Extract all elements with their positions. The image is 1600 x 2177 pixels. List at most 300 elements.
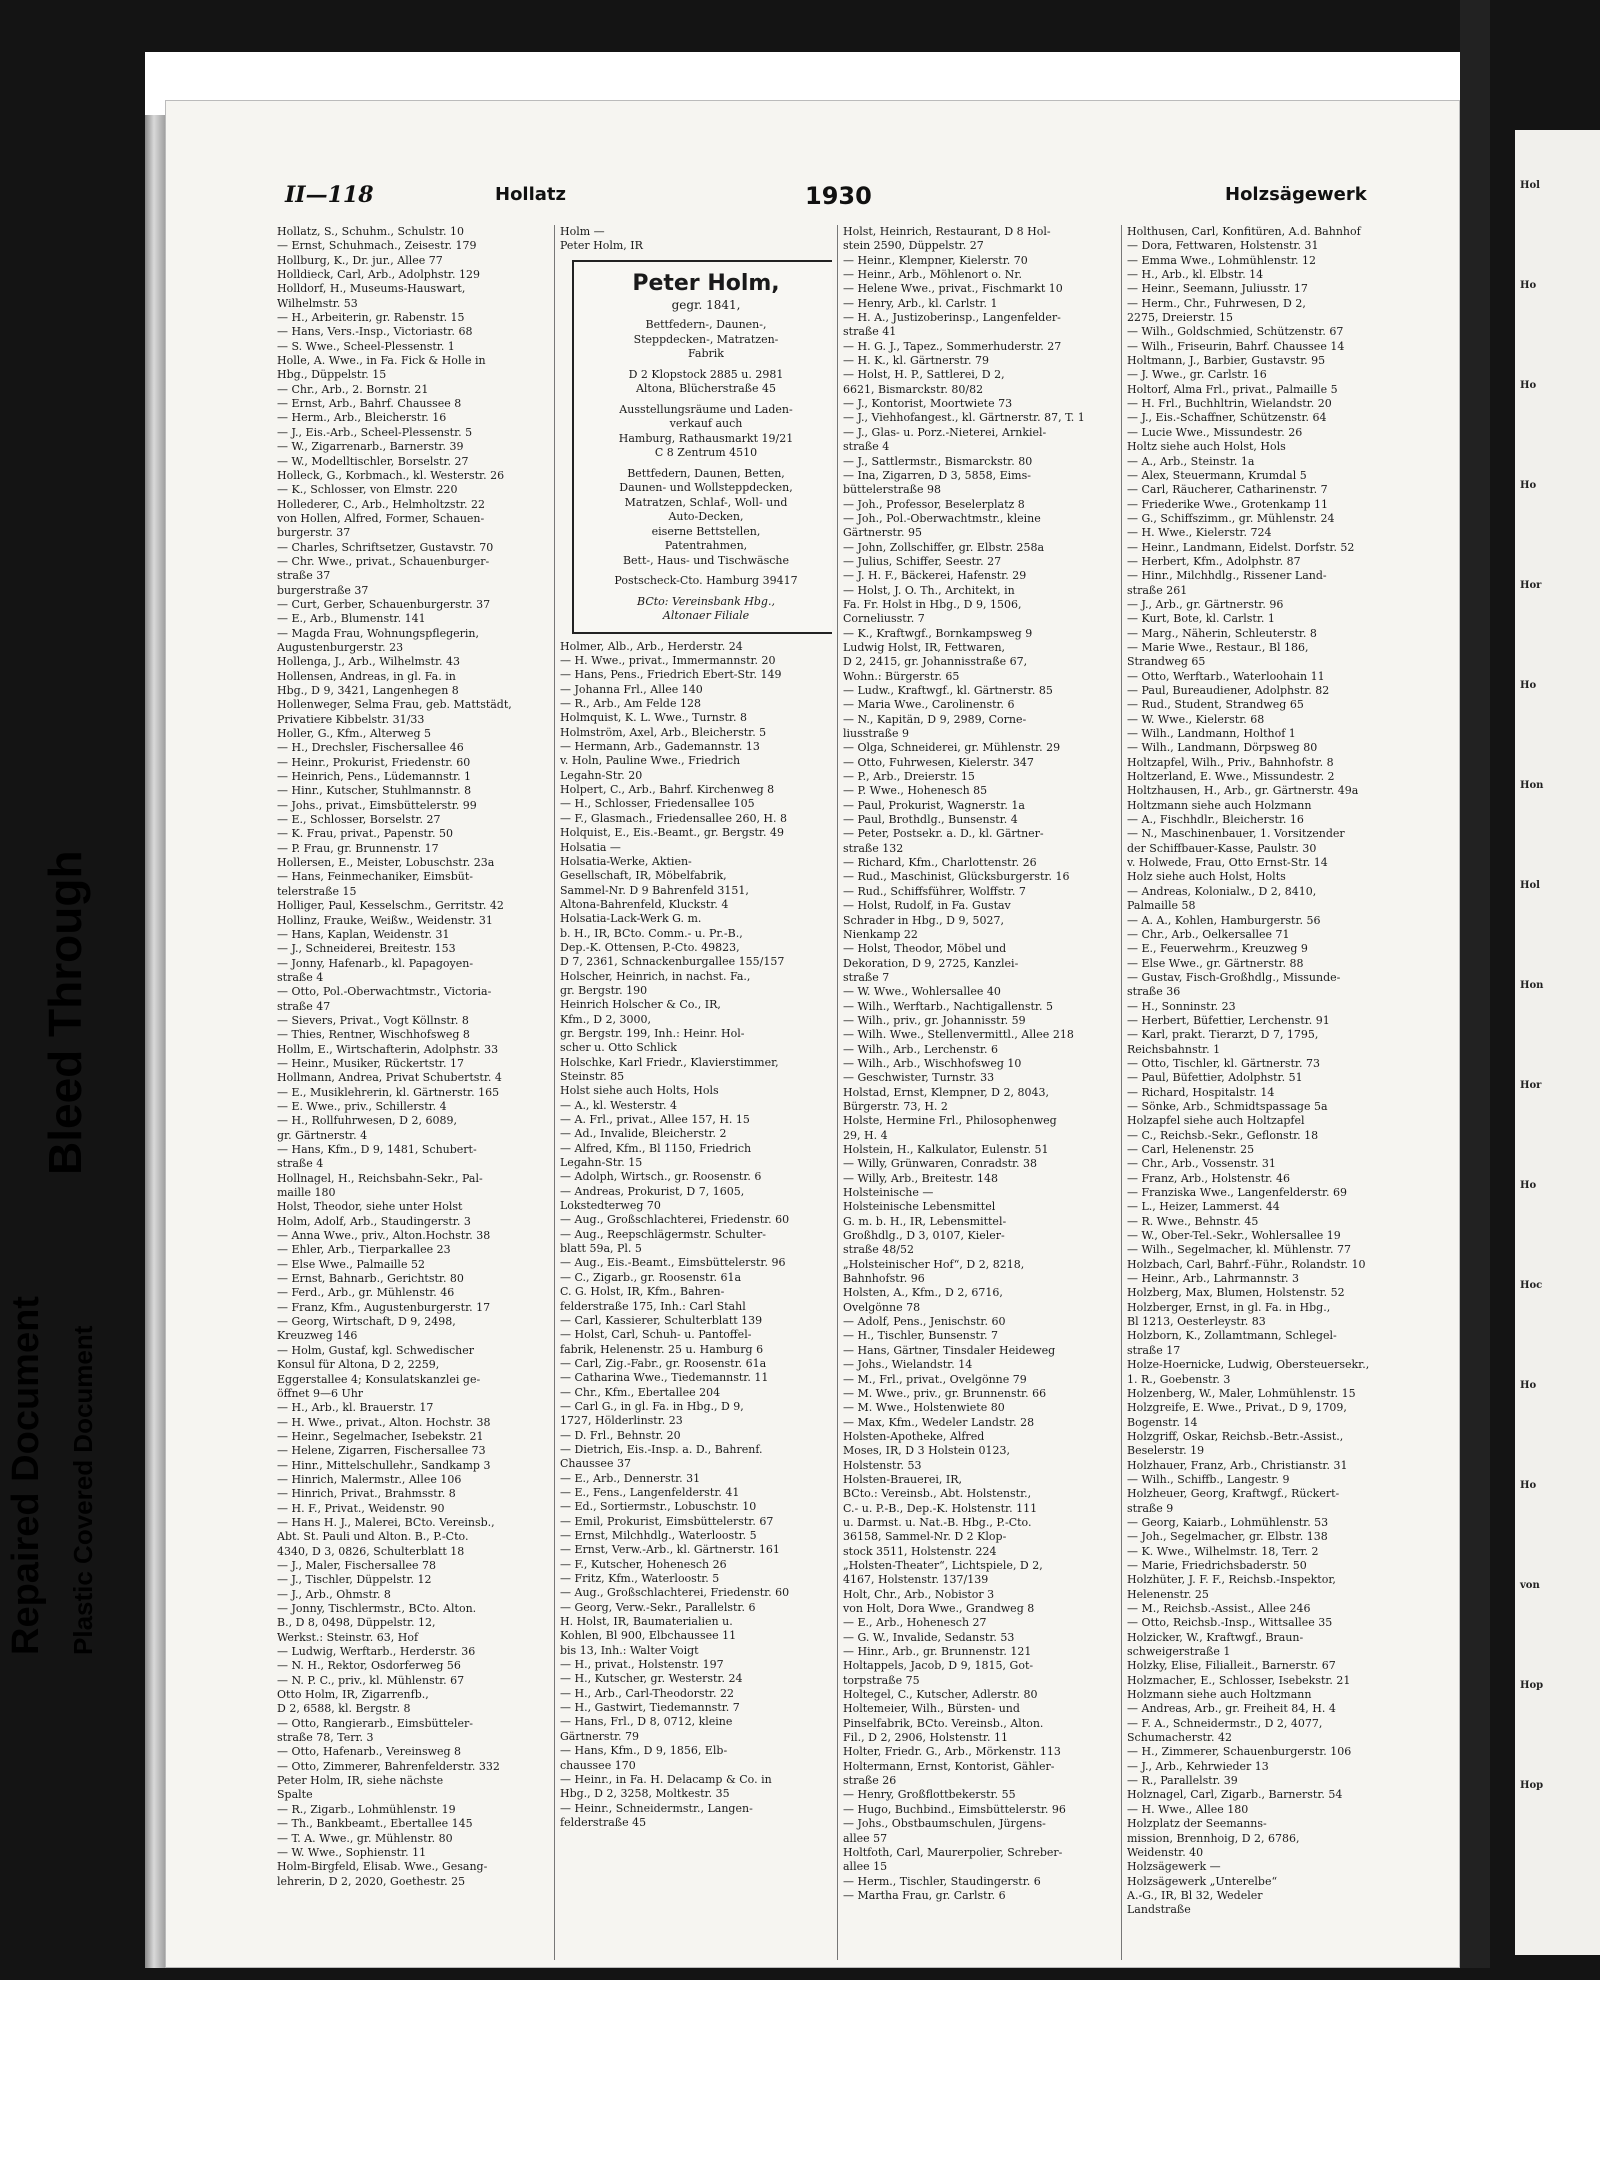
directory-entry: Holm, Adolf, Arb., Staudingerstr. 3	[277, 1214, 471, 1228]
directory-entry: Moses, IR, D 3 Holstein 0123,	[843, 1444, 1011, 1458]
directory-entry: — Franziska Wwe., Langenfelderstr. 69	[1127, 1186, 1348, 1200]
directory-entry: — Wilh., Schiffb., Langestr. 9	[1127, 1472, 1290, 1486]
directory-entry: Lokstedterweg 70	[560, 1199, 661, 1213]
ad-line: Altonaer Filiale	[662, 609, 750, 623]
ad-title: Peter Holm,	[632, 270, 780, 296]
directory-entry: gr. Gärtnerstr. 4	[277, 1128, 368, 1142]
directory-entry: Fa. Fr. Holst in Hbg., D 9, 1506,	[843, 597, 1022, 611]
directory-entry: — Andreas, Prokurist, D 7, 1605,	[560, 1184, 745, 1198]
next-page-fragment: Hon	[1520, 780, 1544, 791]
ad-line: Auto-Decken,	[668, 510, 744, 524]
directory-entry: — E., Fens., Langenfelderstr. 41	[560, 1485, 740, 1499]
directory-entry: Steinstr. 85	[560, 1070, 625, 1083]
directory-entry: — Friederike Wwe., Grotenkamp 11	[1127, 497, 1329, 511]
directory-entry: Holtmann, J., Barbier, Gustavstr. 95	[1127, 354, 1326, 368]
ad-line: Bettfedern, Daunen, Betten,	[627, 466, 785, 480]
directory-entry: — Ehler, Arb., Tierparkallee 23	[277, 1243, 451, 1257]
next-page-fragment: Hor	[1520, 1080, 1542, 1091]
ad-founded: gegr. 1841,	[671, 297, 741, 312]
directory-entry: — M., Reichsb.-Assist., Allee 246	[1127, 1602, 1311, 1615]
directory-entry: D 7, 2361, Schnackenburgallee 155/157	[560, 955, 785, 969]
directory-entry: Holzgreife, E. Wwe., Privat., D 9, 1709,	[1127, 1401, 1347, 1415]
directory-entry: — Dietrich, Eis.-Insp. a. D., Bahrenf.	[560, 1442, 763, 1456]
directory-entry: Schumacherstr. 42	[1127, 1731, 1232, 1745]
directory-entry: Holzenberg, W., Maler, Lohmühlenstr. 15	[1127, 1386, 1356, 1400]
directory-entry: Holznagel, Carl, Zigarb., Barnerstr. 54	[1127, 1788, 1343, 1802]
directory-entry: Legahn-Str. 15	[560, 1156, 643, 1170]
directory-entry: Chaussee 37	[560, 1457, 631, 1471]
directory-entry: — Carl, Räucherer, Catharinenstr. 7	[1127, 483, 1328, 497]
directory-entry: — J., Arb., Kehrwieder 13	[1127, 1759, 1269, 1773]
directory-entry: — Andreas, Arb., gr. Freiheit 84, H. 4	[1127, 1702, 1336, 1716]
directory-entry: burgerstr. 37	[277, 526, 351, 540]
directory-entry: Konsul für Altona, D 2, 2259,	[277, 1358, 440, 1372]
directory-entry: Gesellschaft, IR, Möbelfabrik,	[560, 869, 727, 883]
next-page-fragment: Hor	[1520, 580, 1542, 591]
directory-entry: Beselerstr. 19	[1127, 1444, 1205, 1458]
directory-entry: Holsatia-Lack-Werk G. m.	[560, 912, 702, 926]
directory-entry: — Joh., Segelmacher, gr. Elbstr. 138	[1127, 1530, 1328, 1544]
directory-entry: straße 9	[1127, 1501, 1174, 1515]
directory-entry: — Anna Wwe., priv., Alton.Hochstr. 38	[277, 1229, 491, 1243]
directory-entry: — Heinr., Arb., Lahrmannstr. 3	[1127, 1272, 1299, 1286]
directory-entry: — Hinrich, Privat., Brahmsstr. 8	[277, 1487, 456, 1501]
directory-entry: Peter Holm, IR, siehe nächste	[277, 1774, 444, 1788]
directory-entry: — Otto, Zimmerer, Bahrenfelderstr. 332	[277, 1759, 500, 1773]
directory-entry: — H., Gastwirt, Tiedemannstr. 7	[560, 1701, 740, 1715]
directory-entry: — Herm., Chr., Fuhrwesen, D 2,	[1127, 296, 1306, 310]
directory-entry: — E., Arb., Dennerstr. 31	[560, 1471, 701, 1485]
directory-page	[165, 100, 1460, 1968]
directory-entry: 4167, Holstenstr. 137/139	[843, 1573, 989, 1587]
directory-entry: Holtzerland, E. Wwe., Missundestr. 2	[1127, 770, 1335, 784]
directory-entry: — Kurt, Bote, kl. Carlstr. 1	[1127, 612, 1275, 626]
page-header	[285, 182, 1385, 218]
directory-entry: — E., Musiklehrerin, kl. Gärtnerstr. 165	[277, 1085, 500, 1099]
directory-entry: — Carl, Kassierer, Schulterblatt 139	[560, 1313, 763, 1327]
directory-entry: — J., Arb., Ohmstr. 8	[277, 1587, 391, 1601]
next-page-fragment: Hop	[1520, 1680, 1544, 1691]
directory-entry: von Holt, Dora Wwe., Grandweg 8	[843, 1602, 1035, 1615]
directory-entry: Holmquist, K. L. Wwe., Turnstr. 8	[560, 711, 747, 725]
directory-entry: — A., Arb., Steinstr. 1a	[1127, 454, 1255, 468]
directory-entry: telerstraße 15	[277, 884, 357, 898]
directory-entry: Dep.-K. Ottensen, P.-Cto. 49823,	[560, 940, 740, 954]
directory-entry: straße 78, Terr. 3	[277, 1731, 374, 1745]
directory-entry: — Geschwister, Turnstr. 33	[843, 1071, 995, 1085]
directory-entry: stein 2590, Düppelstr. 27	[843, 239, 984, 253]
directory-entry: Holzberg, Max, Blumen, Holstenstr. 52	[1127, 1286, 1345, 1300]
directory-entry: — Franz, Kfm., Augustenburgerstr. 17	[277, 1300, 491, 1314]
directory-entry: — Georg, Wirtschaft, D 9, 2498,	[277, 1315, 456, 1329]
directory-entry: — Heinr., Prokurist, Friedenstr. 60	[277, 755, 471, 769]
directory-entry: — Magda Frau, Wohnungspflegerin,	[277, 626, 479, 640]
directory-entry: — Otto, Reichsb.-Insp., Wittsallee 35	[1127, 1616, 1333, 1630]
directory-entry: Bl 1213, Oesterleystr. 83	[1127, 1315, 1266, 1329]
directory-entry: Hollenweger, Selma Frau, geb. Mattstädt,	[277, 698, 512, 712]
directory-entry: — M., Frl., privat., Ovelgönne 79	[843, 1372, 1027, 1386]
directory-entry: Bürgerstr. 73, H. 2	[843, 1099, 948, 1113]
directory-entry: — H. K., kl. Gärtnerstr. 79	[843, 354, 989, 368]
ad-line: D 2 Klopstock 2885 u. 2981	[628, 367, 784, 381]
ad-line: Hamburg, Rathausmarkt 19/21	[618, 431, 794, 445]
directory-entry: Großhdlg., D 3, 0107, Kieler-	[843, 1229, 1005, 1243]
directory-entry: — Fritz, Kfm., Waterloostr. 5	[560, 1572, 720, 1586]
directory-entry: Holle, A. Wwe., in Fa. Fick & Holle in	[277, 354, 486, 368]
directory-entry: — J., Arb., gr. Gärtnerstr. 96	[1127, 597, 1284, 611]
directory-entry: — C., Zigarb., gr. Roosenstr. 61a	[560, 1270, 742, 1284]
directory-entry: felderstraße 175, Inh.: Carl Stahl	[560, 1299, 746, 1313]
directory-entry: — Alex, Steuermann, Krumdal 5	[1127, 468, 1307, 482]
directory-entry: — Wilh., Goldschmied, Schützenstr. 67	[1127, 325, 1344, 339]
directory-entry: Holsten-Apotheke, Alfred	[843, 1429, 985, 1443]
directory-entry: — Johs., privat., Eimsbüttelerstr. 99	[277, 798, 477, 812]
directory-entry: — H., Tischler, Bunsenstr. 7	[843, 1329, 998, 1343]
directory-entry: — Holst, Rudolf, in Fa. Gustav	[843, 899, 1011, 913]
directory-entry: — E., Schlosser, Borselstr. 27	[277, 813, 441, 827]
directory-entry: — T. A. Wwe., gr. Mühlenstr. 80	[277, 1831, 453, 1845]
directory-entry: 1727, Hölderlinstr. 23	[560, 1414, 683, 1428]
directory-entry: 4340, D 3, 0826, Schulterblatt 18	[277, 1544, 465, 1558]
directory-entry: von Hollen, Alfred, Former, Schauen-	[277, 511, 485, 525]
directory-entry: Holliger, Paul, Kesselschm., Gerritstr. 42	[277, 899, 504, 913]
directory-entry: Holm —	[560, 225, 605, 238]
directory-entry: — J., Sattlermstr., Bismarckstr. 80	[843, 454, 1033, 468]
directory-entry: — Alfred, Kfm., Bl 1150, Friedrich	[560, 1141, 752, 1155]
directory-entry: — Gustav, Fisch-Großhdlg., Missunde-	[1127, 970, 1341, 984]
directory-entry: Legahn-Str. 20	[560, 768, 643, 782]
directory-entry: Holtzhausen, H., Arb., gr. Gärtnerstr. 49a	[1127, 784, 1359, 798]
directory-entry: — E. Wwe., priv., Schillerstr. 4	[277, 1099, 447, 1113]
next-page-fragment: Ho	[1520, 280, 1537, 291]
directory-entry: Otto Holm, IR, Zigarrenfb.,	[277, 1688, 429, 1702]
directory-entry: Holldieck, Carl, Arb., Adolphstr. 129	[277, 268, 480, 282]
directory-entry: — Andreas, Kolonialw., D 2, 8410,	[1127, 884, 1317, 898]
directory-entry: — Herm., Tischler, Staudingerstr. 6	[843, 1874, 1041, 1888]
directory-entry: Holt, Chr., Arb., Nobistor 3	[843, 1587, 995, 1601]
directory-entry: straße 36	[1127, 985, 1181, 999]
directory-entry: — Heinr., Musiker, Rückertstr. 17	[277, 1056, 464, 1070]
directory-entry: fabrik, Helenenstr. 25 u. Hamburg 6	[560, 1342, 764, 1356]
directory-entry: — F. A., Schneidermstr., D 2, 4077,	[1127, 1716, 1323, 1730]
directory-entry: — J., Viehhofangest., kl. Gärtnerstr. 87, T. 1	[843, 411, 1085, 425]
next-page-fragment: Hol	[1520, 880, 1540, 891]
next-page-fragment: Hop	[1520, 1780, 1544, 1791]
page-edge	[145, 115, 165, 1975]
directory-entry: — K. Frau, privat., Papenstr. 50	[277, 827, 453, 841]
next-page-fragment: Ho	[1520, 680, 1537, 691]
directory-entry: — N. P. C., priv., kl. Mühlenstr. 67	[277, 1673, 465, 1687]
directory-entry: — Olga, Schneiderei, gr. Mühlenstr. 29	[843, 741, 1061, 755]
directory-entry: — Rud., Schiffsführer, Wolffstr. 7	[843, 884, 1026, 898]
directory-entry: — Chr., Arb., Oelkersallee 71	[1127, 927, 1290, 941]
directory-entry: Hbg., D 2, 3258, Moltkestr. 35	[560, 1787, 730, 1801]
directory-entry: — Richard, Kfm., Charlottenstr. 26	[843, 856, 1037, 870]
directory-entry: straße 26	[843, 1774, 897, 1788]
directory-entry: — M. Wwe., priv., gr. Brunnenstr. 66	[843, 1386, 1047, 1400]
next-page-fragment: Ho	[1520, 1480, 1537, 1491]
directory-column-3	[843, 225, 1115, 1960]
directory-entry: — Holst, Carl, Schuh- u. Pantoffel-	[560, 1328, 752, 1342]
directory-entry: C.- u. P.-B., Dep.-K. Holstenstr. 111	[843, 1501, 1038, 1515]
directory-entry: Holst siehe auch Holts, Hols	[560, 1084, 719, 1098]
directory-entry: — W., Modelltischler, Borselstr. 27	[277, 454, 469, 468]
directory-entry: — Johs., Wielandstr. 14	[843, 1358, 973, 1372]
directory-entry: — K., Schlosser, von Elmstr. 220	[277, 483, 458, 497]
directory-entry: Peter Holm, IR	[560, 239, 643, 253]
directory-entry: — Jonny, Tischlermstr., BCto. Alton.	[277, 1602, 477, 1615]
directory-entry: — H., Rollfuhrwesen, D 2, 6089,	[277, 1114, 457, 1128]
directory-entry: — H., Arb., Carl-Theodorstr. 22	[560, 1686, 734, 1700]
directory-entry: — Helene Wwe., privat., Fischmarkt 10	[843, 282, 1063, 296]
directory-entry: Ovelgönne 78	[843, 1300, 921, 1314]
directory-entry: — F., Kutscher, Hohenesch 26	[560, 1557, 727, 1571]
directory-entry: — Martha Frau, gr. Carlstr. 6	[843, 1888, 1006, 1902]
directory-entry: Helenenstr. 25	[1127, 1587, 1209, 1601]
directory-entry: straße 4	[277, 970, 324, 984]
directory-entry: — Heinr., Landmann, Eidelst. Dorfstr. 52	[1127, 540, 1355, 554]
directory-entry: felderstraße 45	[560, 1815, 647, 1829]
directory-entry: Holquist, E., Eis.-Beamt., gr. Bergstr. 49	[560, 826, 784, 840]
directory-entry: Holzberger, Ernst, in gl. Fa. in Hbg.,	[1127, 1300, 1331, 1314]
directory-entry: Palmaille 58	[1127, 899, 1196, 913]
directory-entry: — Wilh., Segelmacher, kl. Mühlenstr. 77	[1127, 1243, 1351, 1257]
directory-entry: — R. Wwe., Behnstr. 45	[1127, 1214, 1259, 1228]
directory-entry: — H. Frl., Buchhltrin, Wielandstr. 20	[1127, 397, 1332, 411]
directory-entry: — Peter, Postsekr. a. D., kl. Gärtner-	[843, 827, 1044, 841]
directory-entry: — J., Maler, Fischersallee 78	[277, 1558, 436, 1572]
directory-entry: — R., Zigarb., Lohmühlenstr. 19	[277, 1802, 456, 1816]
directory-entry: — W., Zigarrenarb., Barnerstr. 39	[277, 440, 464, 454]
directory-entry: — H., Zimmerer, Schauenburgerstr. 106	[1127, 1745, 1352, 1759]
directory-entry: — Julius, Schiffer, Seestr. 27	[843, 554, 1002, 568]
directory-entry: Holzmacher, E., Schlosser, Isebekstr. 21	[1127, 1673, 1351, 1687]
directory-entry: straße 4	[843, 440, 890, 454]
directory-entry: — Paul, Bureaudiener, Adolphstr. 82	[1127, 684, 1330, 697]
directory-entry: Holzapfel siehe auch Holtzapfel	[1127, 1114, 1305, 1128]
directory-entry: Holldorf, H., Museums-Hauswart,	[277, 282, 466, 296]
directory-entry: Holst, Heinrich, Restaurant, D 8 Hol-	[843, 225, 1051, 238]
directory-entry: Kreuzweg 146	[277, 1329, 358, 1343]
directory-entry: — J. H. F., Bäckerei, Hafenstr. 29	[843, 569, 1027, 583]
directory-entry: 2275, Dreierstr. 15	[1127, 311, 1233, 325]
directory-entry: — Chr., Arb., Vossenstr. 31	[1127, 1157, 1276, 1171]
directory-entry: stock 3511, Holstenstr. 224	[843, 1544, 997, 1558]
directory-entry: Werkst.: Steinstr. 63, Hof	[277, 1630, 419, 1644]
directory-entry: Hbg., Düppelstr. 15	[277, 368, 387, 382]
directory-entry: Spalte	[277, 1788, 313, 1802]
directory-entry: schweigerstraße 1	[1127, 1645, 1231, 1659]
directory-entry: 1. R., Goebenstr. 3	[1127, 1372, 1231, 1386]
directory-entry: — K. Wwe., Wilhelmstr. 18, Terr. 2	[1127, 1544, 1319, 1558]
directory-entry: H. Holst, IR, Baumaterialien u.	[560, 1615, 733, 1629]
directory-entry: Holzsägewerk —	[1127, 1860, 1221, 1874]
directory-entry: — J., Eis.-Arb., Scheel-Plessenstr. 5	[277, 425, 473, 439]
directory-entry: Holschke, Karl Friedr., Klavierstimmer,	[560, 1055, 779, 1069]
directory-entry: — Wilh., Arb., Lerchenstr. 6	[843, 1042, 998, 1056]
directory-entry: B., D 8, 0498, Düppelstr. 12,	[277, 1616, 436, 1630]
directory-entry: — Joh., Pol.-Oberwachtmstr., kleine	[843, 511, 1041, 525]
directory-entry: Holm-Birgfeld, Elisab. Wwe., Gesang-	[277, 1860, 488, 1874]
directory-entry: — Max, Kfm., Wedeler Landstr. 28	[843, 1415, 1035, 1429]
directory-entry: blatt 59a, Pl. 5	[560, 1242, 642, 1256]
directory-entry: Holzky, Elise, Filialleit., Barnerstr. 67	[1127, 1659, 1336, 1673]
directory-entry: — Henry, Arb., kl. Carlstr. 1	[843, 296, 998, 310]
directory-entry: torpstraße 75	[843, 1673, 920, 1687]
directory-entry: — Otto, Hafenarb., Vereinsweg 8	[277, 1745, 462, 1759]
directory-entry: Holleck, G., Korbmach., kl. Westerstr. 26	[277, 468, 505, 482]
directory-entry: mission, Brennhoig, D 2, 6786,	[1127, 1831, 1300, 1845]
directory-entry: burgerstraße 37	[277, 583, 369, 597]
directory-entry: — Wilh., Friseurin, Bahrf. Chaussee 14	[1127, 339, 1345, 353]
directory-entry: — Johanna Frl., Allee 140	[560, 682, 703, 696]
column-divider	[837, 225, 838, 1960]
directory-entry: Bogenstr. 14	[1127, 1415, 1198, 1429]
directory-entry: — Sievers, Privat., Vogt Köllnstr. 8	[277, 1013, 469, 1027]
directory-entry: — H., Arbeiterin, gr. Rabenstr. 15	[277, 311, 465, 325]
ad-line: Postscheck-Cto. Hamburg 39417	[614, 574, 798, 588]
directory-entry: — Herm., Arb., Bleicherstr. 16	[277, 411, 447, 425]
directory-entry: straße 132	[843, 841, 904, 855]
directory-entry: Holtz siehe auch Holst, Hols	[1127, 440, 1286, 454]
next-page-fragment: Ho	[1520, 380, 1537, 391]
directory-entry: D 2, 6588, kl. Bergstr. 8	[277, 1702, 411, 1716]
directory-entry: Hollederer, C., Arb., Helmholtzstr. 22	[277, 497, 485, 511]
directory-entry: — Marie, Friedrichsbaderstr. 50	[1127, 1558, 1307, 1572]
directory-entry: — Ernst, Schuhmach., Zeisestr. 179	[277, 239, 477, 253]
scanner-background-top	[0, 0, 1600, 52]
directory-entry: bis 13, Inh.: Walter Voigt	[560, 1643, 699, 1657]
directory-entry: Holst, Theodor, siehe unter Holst	[277, 1200, 463, 1214]
directory-entry: Holzhauer, Franz, Arb., Christianstr. 31	[1127, 1458, 1348, 1472]
directory-entry: — A., Fischhdlr., Bleicherstr. 16	[1127, 813, 1304, 827]
directory-entry: v. Holn, Pauline Wwe., Friedrich	[560, 754, 741, 768]
directory-entry: — W. Wwe., Sophienstr. 11	[277, 1845, 427, 1859]
directory-entry: — H., Sonninstr. 23	[1127, 999, 1236, 1013]
directory-entry: Gärtnerstr. 95	[843, 526, 922, 540]
directory-entry: Holsten, A., Kfm., D 2, 6716,	[843, 1286, 1003, 1300]
directory-entry: Holzgriff, Oskar, Reichsb.-Betr.-Assist.,	[1127, 1429, 1344, 1443]
directory-entry: — Hinrich, Malermstr., Allee 106	[277, 1472, 462, 1486]
directory-entry: — Aug., Großschlachterei, Friedenstr. 60	[560, 1586, 790, 1600]
directory-entry: — Ernst, Verw.-Arb., kl. Gärtnerstr. 161	[560, 1543, 780, 1557]
directory-entry: Kfm., D 2, 3000,	[560, 1012, 652, 1026]
directory-entry: — Otto, Tischler, kl. Gärtnerstr. 73	[1127, 1056, 1320, 1070]
directory-entry: Corneliusstr. 7	[843, 612, 925, 626]
directory-entry: straße 48/52	[843, 1243, 914, 1257]
bleed-through-label: Bleed Through	[39, 850, 91, 1175]
ad-line: Bettfedern-, Daunen-,	[645, 318, 767, 332]
directory-entry: — R., Parallelstr. 39	[1127, 1774, 1238, 1788]
directory-entry: — Richard, Hospitalstr. 14	[1127, 1085, 1275, 1099]
directory-entry: — E., Arb., Hohenesch 27	[843, 1616, 987, 1630]
directory-entry: Dekoration, D 9, 2725, Kanzlei-	[843, 956, 1019, 970]
directory-entry: Holtegel, C., Kutscher, Adlerstr. 80	[843, 1688, 1038, 1702]
directory-entry: — Ludwig, Werftarb., Herderstr. 36	[277, 1645, 476, 1659]
directory-entry: — Catharina Wwe., Tiedemannstr. 11	[560, 1371, 769, 1385]
next-page-fragment: von	[1520, 1580, 1540, 1591]
directory-entry: Holzplatz der Seemanns-	[1127, 1817, 1267, 1831]
directory-entry: — Ad., Invalide, Bleicherstr. 2	[560, 1127, 727, 1141]
directory-entry: Holler, G., Kfm., Alterweg 5	[277, 727, 432, 741]
directory-entry: — P. Frau, gr. Brunnenstr. 17	[277, 841, 439, 855]
ad-line: Fabrik	[688, 347, 724, 361]
directory-entry: Holpert, C., Arb., Bahrf. Kirchenweg 8	[560, 783, 775, 797]
directory-entry: — Dora, Fettwaren, Holstenstr. 31	[1127, 239, 1319, 253]
directory-entry: — Chr. Wwe., privat., Schauenburger-	[277, 554, 490, 568]
directory-entry: Heinrich Holscher & Co., IR,	[560, 998, 721, 1012]
directory-entry: — Hermann, Arb., Gademannstr. 13	[560, 740, 760, 754]
directory-entry: — Paul, Brothdlg., Bunsenstr. 4	[843, 813, 1018, 827]
directory-entry: v. Holwede, Frau, Otto Ernst-Str. 14	[1127, 856, 1328, 870]
directory-entry: Privatiere Kibbelstr. 31/33	[277, 712, 425, 726]
directory-entry: — K., Kraftwgf., Bornkampsweg 9	[843, 626, 1033, 640]
peter-holm-advertisement	[572, 260, 832, 634]
directory-entry: Bahnhofstr. 96	[843, 1272, 925, 1286]
directory-entry: Augustenburgerstr. 23	[277, 640, 404, 654]
directory-entry: — Franz, Arb., Holstenstr. 46	[1127, 1171, 1291, 1185]
directory-entry: — Else Wwe., Palmaille 52	[277, 1257, 425, 1271]
directory-entry: straße 17	[1127, 1343, 1181, 1357]
directory-entry: Holze-Hoernicke, Ludwig, Obersteuersekr.,	[1127, 1358, 1370, 1372]
directory-entry: Holsteinische Lebensmittel	[843, 1200, 996, 1214]
directory-entry: — Heinr., in Fa. H. Delacamp & Co. in	[560, 1772, 772, 1786]
next-page-fragment: Ho	[1520, 1180, 1537, 1191]
next-page-sliver	[1515, 130, 1600, 1955]
directory-entry: — Otto, Fuhrwesen, Kielerstr. 347	[843, 755, 1034, 769]
directory-entry: — Hinr., Arb., gr. Brunnenstr. 121	[843, 1645, 1032, 1659]
directory-entry: — Otto, Pol.-Oberwachtmstr., Victoria-	[277, 985, 492, 999]
directory-entry: C. G. Holst, IR, Kfm., Bahren-	[560, 1285, 725, 1299]
directory-entry: — Thies, Rentner, Wischhofsweg 8	[277, 1028, 470, 1042]
repaired-document-label: Repaired Document	[5, 1296, 47, 1655]
directory-entry: — H., Kutscher, gr. Westerstr. 24	[560, 1672, 743, 1686]
directory-entry: — Th., Bankbeamt., Ebertallee 145	[277, 1817, 473, 1831]
directory-entry: — E., Arb., Blumenstr. 141	[277, 612, 426, 626]
directory-entry: b. H., IR, BCto. Comm.- u. Pr.-B.,	[560, 926, 743, 940]
directory-entry: 36158, Sammel-Nr. D 2 Klop-	[843, 1530, 1007, 1544]
directory-entry: — Wilh., Arb., Wischhofsweg 10	[843, 1056, 1022, 1070]
directory-entry: — Heinr., Segelmacher, Isebekstr. 21	[277, 1429, 484, 1443]
directory-entry: — Aug., Eis.-Beamt., Eimsbüttelerstr. 96	[560, 1256, 786, 1270]
directory-entry: — Holst, Theodor, Möbel und	[843, 942, 1007, 956]
ad-line: Daunen- und Wollsteppdecken,	[619, 481, 793, 495]
directory-entry: Holzborn, K., Zollamtmann, Schlegel-	[1127, 1329, 1337, 1343]
directory-entry: Hollensen, Andreas, in gl. Fa. in	[277, 669, 456, 683]
directory-entry: — Henry, Großflottbekerstr. 55	[843, 1788, 1016, 1802]
directory-entry: — J., Schneiderei, Breitestr. 153	[277, 942, 456, 956]
directory-entry: „Holsteinischer Hof“, D 2, 8218,	[843, 1257, 1025, 1271]
directory-entry: Holstenstr. 53	[843, 1458, 922, 1472]
directory-entry: — Herbert, Büfettier, Lerchenstr. 91	[1127, 1013, 1330, 1027]
directory-entry: — H., Drechsler, Fischersallee 46	[277, 741, 464, 755]
ad-line: Patentrahmen,	[664, 539, 748, 553]
directory-entry: — Willy, Arb., Breitestr. 148	[843, 1171, 999, 1185]
directory-entry: Holsatia-Werke, Aktien-	[560, 854, 692, 868]
directory-entry: — J., Eis.-Schaffner, Schützenstr. 64	[1127, 411, 1327, 425]
directory-entry: — Rud., Student, Strandweg 65	[1127, 698, 1304, 712]
directory-entry: Hollburg, K., Dr. jur., Allee 77	[277, 253, 443, 267]
directory-entry: — L., Heizer, Lammerst. 44	[1127, 1200, 1280, 1214]
directory-entry: — J., Glas- u. Porz.-Nieterei, Arnkiel-	[843, 425, 1047, 439]
directory-entry: — A. A., Kohlen, Hamburgerstr. 56	[1127, 913, 1321, 927]
directory-entry: Holzheuer, Georg, Kraftwgf., Rückert-	[1127, 1487, 1340, 1501]
directory-entry: Hollenga, J., Arb., Wilhelmstr. 43	[277, 655, 461, 669]
directory-entry: Wohn.: Bürgerstr. 65	[843, 669, 960, 683]
directory-entry: BCto.: Vereinsb., Abt. Holstenstr.,	[843, 1487, 1032, 1501]
directory-entry: — Hans, Gärtner, Tinsdaler Heideweg	[843, 1343, 1056, 1357]
directory-entry: Sammel-Nr. D 9 Bahrenfeld 3151,	[560, 883, 749, 897]
